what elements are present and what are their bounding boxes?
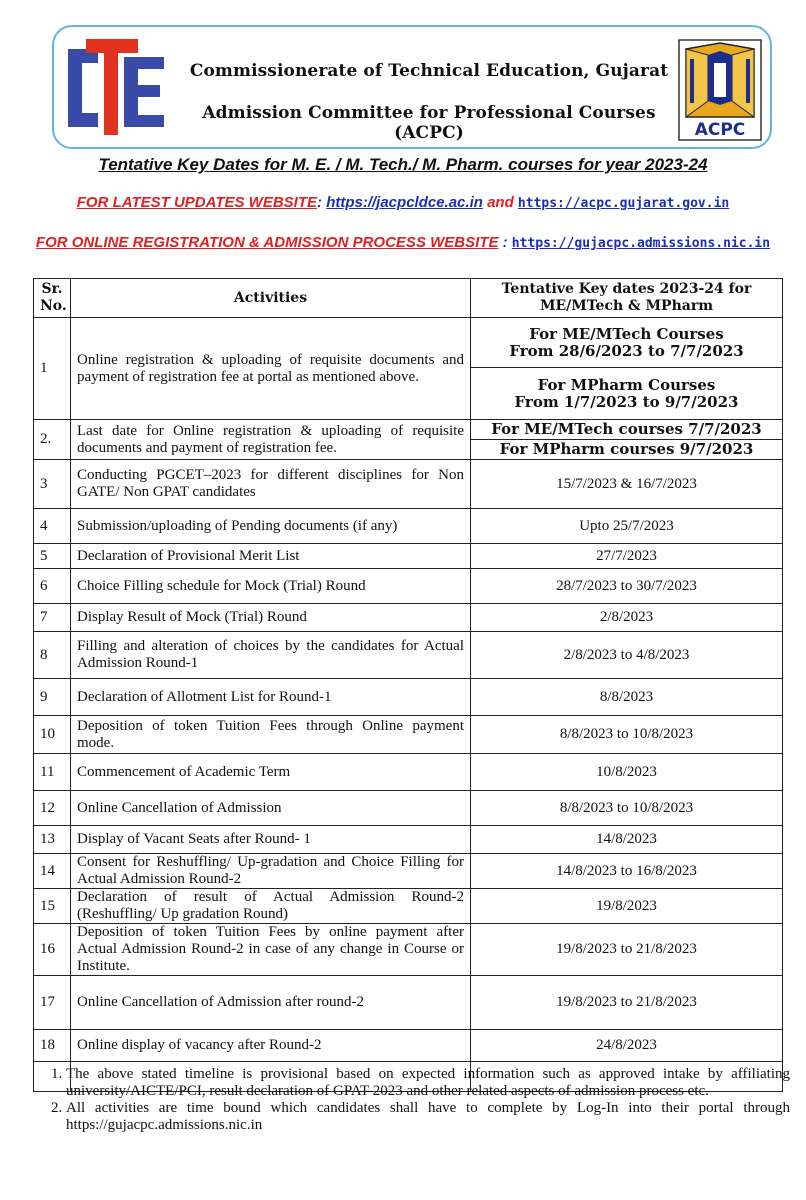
row-sr: 16 bbox=[34, 924, 71, 976]
table-row bbox=[34, 544, 783, 569]
table-row bbox=[34, 716, 783, 754]
row-activity: Online Cancellation of Admission after round-2 bbox=[71, 976, 471, 1030]
row-activity: Declaration of Provisional Merit List bbox=[71, 544, 471, 569]
table-row bbox=[34, 826, 783, 854]
table-row bbox=[34, 679, 783, 716]
row-date: 2/8/2023 bbox=[471, 604, 783, 632]
row-date: 14/8/2023 to 16/8/2023 bbox=[471, 854, 783, 889]
registration-separator: : bbox=[498, 234, 512, 251]
row-activity: Conducting PGCET–2023 for different disciplines for Non GATE/ Non GPAT candidates bbox=[71, 460, 471, 509]
row-sr: 17 bbox=[34, 976, 71, 1030]
cte-logo-text: CTE bbox=[64, 35, 66, 36]
table-row bbox=[34, 318, 783, 368]
row-date bbox=[471, 318, 783, 368]
row-sr: 15 bbox=[34, 889, 71, 924]
key-dates-table bbox=[33, 278, 783, 1092]
document-subtitle: Tentative Key Dates for M. E. / M. Tech./ M. Pharm. courses for year 2023-24 bbox=[98, 155, 708, 174]
table-row bbox=[34, 924, 783, 976]
row-sr: 1 bbox=[34, 318, 71, 420]
row-sr: 13 bbox=[34, 826, 71, 854]
row-date: 27/7/2023 bbox=[471, 544, 783, 569]
row-date: 2/8/2023 to 4/8/2023 bbox=[471, 632, 783, 679]
registration-label: FOR ONLINE REGISTRATION & ADMISSION PROCESS WEBSITE bbox=[35, 234, 499, 251]
row-activity: Declaration of result of Actual Admission Round-2 (Reshuffling/ Up gradation Round) bbox=[71, 889, 471, 924]
row-sr: 8 bbox=[34, 632, 71, 679]
row-activity: Commencement of Academic Term bbox=[71, 754, 471, 791]
header-sr-no: Sr. No. bbox=[34, 279, 71, 318]
registration-link[interactable]: https://gujacpc.admissions.nic.in bbox=[511, 236, 771, 251]
date-line: From 28/6/2023 to 7/7/2023 bbox=[509, 341, 744, 360]
row-sr: 10 bbox=[34, 716, 71, 754]
date-line: For ME/MTech Courses bbox=[529, 324, 724, 343]
row-date bbox=[471, 368, 783, 420]
row-sr: 5 bbox=[34, 544, 71, 569]
row-date: 15/7/2023 & 16/7/2023 bbox=[471, 460, 783, 509]
updates-and: and bbox=[482, 194, 518, 211]
table-row bbox=[34, 754, 783, 791]
updates-label: FOR LATEST UPDATES WEBSITE bbox=[76, 194, 318, 211]
registration-line bbox=[0, 234, 806, 251]
table-row bbox=[34, 509, 783, 544]
row-date: 28/7/2023 to 30/7/2023 bbox=[471, 569, 783, 604]
org-name-line1: Commissionerate of Technical Education, Gujarat bbox=[189, 61, 669, 81]
header-activities: Activities bbox=[71, 279, 471, 318]
table-row bbox=[34, 1030, 783, 1062]
row-sr: 12 bbox=[34, 791, 71, 826]
row-activity: Consent for Reshuffling/ Up-gradation and Choice Filling for Actual Admission Round-2 bbox=[71, 854, 471, 889]
row-date: 8/8/2023 bbox=[471, 679, 783, 716]
row-activity: Online Cancellation of Admission bbox=[71, 791, 471, 826]
note-item: 2. All activities are time bound which candidates shall have to complete by Log-In into their portal through https://gujacpc.admissions.nic.in bbox=[66, 1100, 790, 1134]
row-activity: Choice Filling schedule for Mock (Trial) Round bbox=[71, 569, 471, 604]
table-row bbox=[34, 420, 783, 440]
row-activity: Last date for Online registration & uploading of requisite documents and payment of registration fee. bbox=[71, 420, 471, 460]
row-activity: Deposition of token Tuition Fees through Online payment mode. bbox=[71, 716, 471, 754]
row-sr: 4 bbox=[34, 509, 71, 544]
cte-logo bbox=[64, 35, 170, 139]
date-line: For MPharm Courses bbox=[537, 375, 716, 394]
row-date: 14/8/2023 bbox=[471, 826, 783, 854]
row-activity: Display Result of Mock (Trial) Round bbox=[71, 604, 471, 632]
row-date: 24/8/2023 bbox=[471, 1030, 783, 1062]
table-header-row bbox=[34, 279, 783, 318]
table-row bbox=[34, 791, 783, 826]
acpc-logo-text: ACPC bbox=[694, 120, 746, 140]
row-date: 19/8/2023 bbox=[471, 889, 783, 924]
updates-line bbox=[0, 194, 806, 211]
updates-separator: : bbox=[317, 194, 327, 211]
row-sr: 6 bbox=[34, 569, 71, 604]
table-row bbox=[34, 632, 783, 679]
acpc-logo bbox=[678, 39, 762, 141]
row-activity: Display of Vacant Seats after Round- 1 bbox=[71, 826, 471, 854]
row-date: 8/8/2023 to 10/8/2023 bbox=[471, 791, 783, 826]
row-date: Upto 25/7/2023 bbox=[471, 509, 783, 544]
table-row bbox=[34, 889, 783, 924]
row-sr: 11 bbox=[34, 754, 71, 791]
date-line: From 1/7/2023 to 9/7/2023 bbox=[514, 392, 739, 411]
updates-link-2[interactable]: https://acpc.gujarat.gov.in bbox=[517, 196, 730, 211]
header-banner bbox=[52, 25, 772, 149]
updates-link-1[interactable]: https://jacpcldce.ac.in bbox=[326, 194, 483, 211]
row-date: For ME/MTech courses 7/7/2023 bbox=[471, 420, 783, 440]
row-date: 10/8/2023 bbox=[471, 754, 783, 791]
org-name-line2: Admission Committee for Professional Courses (ACPC) bbox=[202, 103, 656, 143]
row-sr: 18 bbox=[34, 1030, 71, 1062]
row-activity: Filling and alteration of choices by the candidates for Actual Admission Round-1 bbox=[71, 632, 471, 679]
row-date: 19/8/2023 to 21/8/2023 bbox=[471, 924, 783, 976]
row-activity: Declaration of Allotment List for Round-1 bbox=[71, 679, 471, 716]
row-activity: Deposition of token Tuition Fees by online payment after Actual Admission Round-2 in case of any change in Course or Institute. bbox=[71, 924, 471, 976]
row-activity: Online registration & uploading of requisite documents and payment of registration fee at portal as mentioned above. bbox=[71, 318, 471, 420]
row-sr: 7 bbox=[34, 604, 71, 632]
notes-list bbox=[44, 1066, 790, 1134]
table-row bbox=[34, 604, 783, 632]
table-row bbox=[34, 854, 783, 889]
row-date: For MPharm courses 9/7/2023 bbox=[471, 440, 783, 460]
row-sr: 3 bbox=[34, 460, 71, 509]
row-sr: 2. bbox=[34, 420, 71, 460]
table-row bbox=[34, 976, 783, 1030]
row-activity: Online display of vacancy after Round-2 bbox=[71, 1030, 471, 1062]
row-sr: 9 bbox=[34, 679, 71, 716]
row-sr: 14 bbox=[34, 854, 71, 889]
row-date: 19/8/2023 to 21/8/2023 bbox=[471, 976, 783, 1030]
header-dates: Tentative Key dates 2023-24 for ME/MTech & MPharm bbox=[471, 279, 783, 318]
note-item: 1. The above stated timeline is provisional based on expected information such as approved intake by affiliating university/AICTE/PCI, result declaration of GPAT-2023 and other related aspects of admission process etc. bbox=[66, 1066, 790, 1100]
row-activity: Submission/uploading of Pending documents (if any) bbox=[71, 509, 471, 544]
row-date: 8/8/2023 to 10/8/2023 bbox=[471, 716, 783, 754]
table-row bbox=[34, 460, 783, 509]
table-row bbox=[34, 569, 783, 604]
